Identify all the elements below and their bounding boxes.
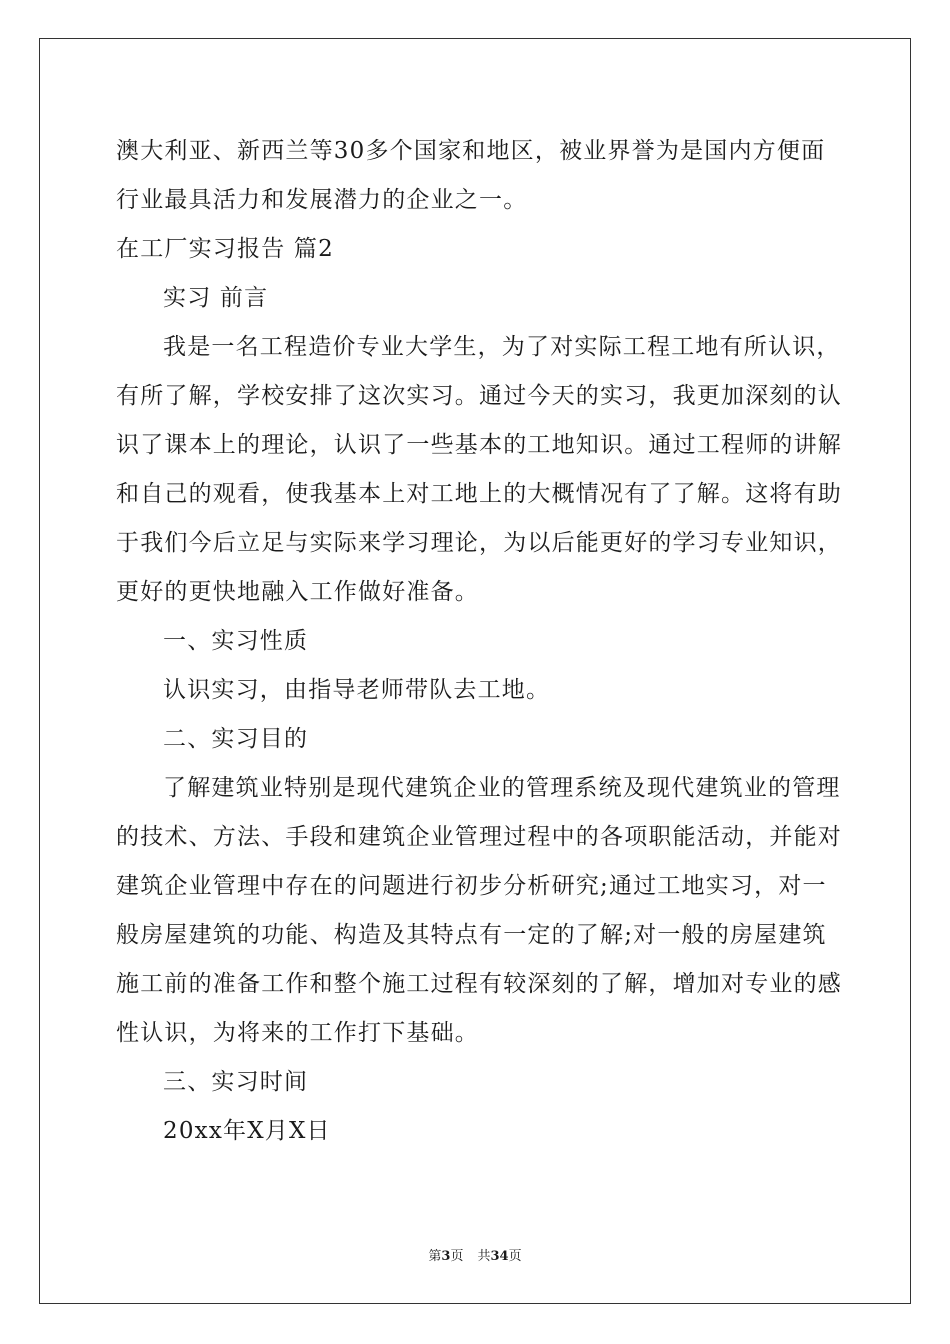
- subheading-purpose: 二、实习目的: [163, 726, 309, 752]
- page-prefix: 第: [428, 1249, 442, 1264]
- subheading-nature: 一、实习性质: [163, 628, 309, 654]
- paragraph-line: 性认识，为将来的工作打下基础。: [116, 1020, 479, 1046]
- total-prefix: 共: [477, 1249, 491, 1264]
- subheading-preface: 实习 前言: [163, 285, 269, 311]
- total-pages: 34: [490, 1249, 509, 1264]
- date-line: 20xx年X月X日: [163, 1118, 331, 1144]
- paragraph-line: 于我们今后立足与实际来学习理论，为以后能更好的学习专业知识，: [116, 530, 842, 556]
- page-suffix: 页: [450, 1249, 464, 1264]
- paragraph-line: 和自己的观看，使我基本上对工地上的大概情况有了了解。这将有助: [116, 481, 842, 507]
- document-body: [116, 127, 842, 1156]
- paragraph-line: 了解建筑业特别是现代建筑企业的管理系统及现代建筑业的管理: [163, 775, 841, 801]
- paragraph-line: 建筑企业管理中存在的问题进行初步分析研究;通过工地实习，对一: [116, 873, 827, 899]
- subheading-time: 三、实习时间: [163, 1069, 309, 1095]
- paragraph-line: 般房屋建筑的功能、构造及其特点有一定的了解;对一般的房屋建筑: [116, 922, 827, 948]
- paragraph-line: 更好的更快地融入工作做好准备。: [116, 579, 479, 605]
- paragraph-line: 行业最具活力和发展潜力的企业之一。: [116, 187, 528, 213]
- page-footer: [0, 1245, 950, 1264]
- section-heading: 在工厂实习报告 篇2: [116, 236, 334, 262]
- paragraph-line: 识了课本上的理论，认识了一些基本的工地知识。通过工程师的讲解: [116, 432, 842, 458]
- paragraph-line: 我是一名工程造价专业大学生，为了对实际工程工地有所认识，: [163, 334, 841, 360]
- paragraph-line: 澳大利亚、新西兰等30多个国家和地区，被业界誉为是国内方便面: [116, 138, 826, 164]
- paragraph-line: 认识实习，由指导老师带队去工地。: [163, 677, 551, 703]
- paragraph-line: 的技术、方法、手段和建筑企业管理过程中的各项职能活动，并能对: [116, 824, 842, 850]
- paragraph-line: 施工前的准备工作和整个施工过程有较深刻的了解，增加对专业的感: [116, 971, 842, 997]
- page-number: 3: [441, 1249, 451, 1264]
- paragraph-line: 有所了解，学校安排了这次实习。通过今天的实习，我更加深刻的认: [116, 383, 842, 409]
- total-suffix: 页: [508, 1249, 522, 1264]
